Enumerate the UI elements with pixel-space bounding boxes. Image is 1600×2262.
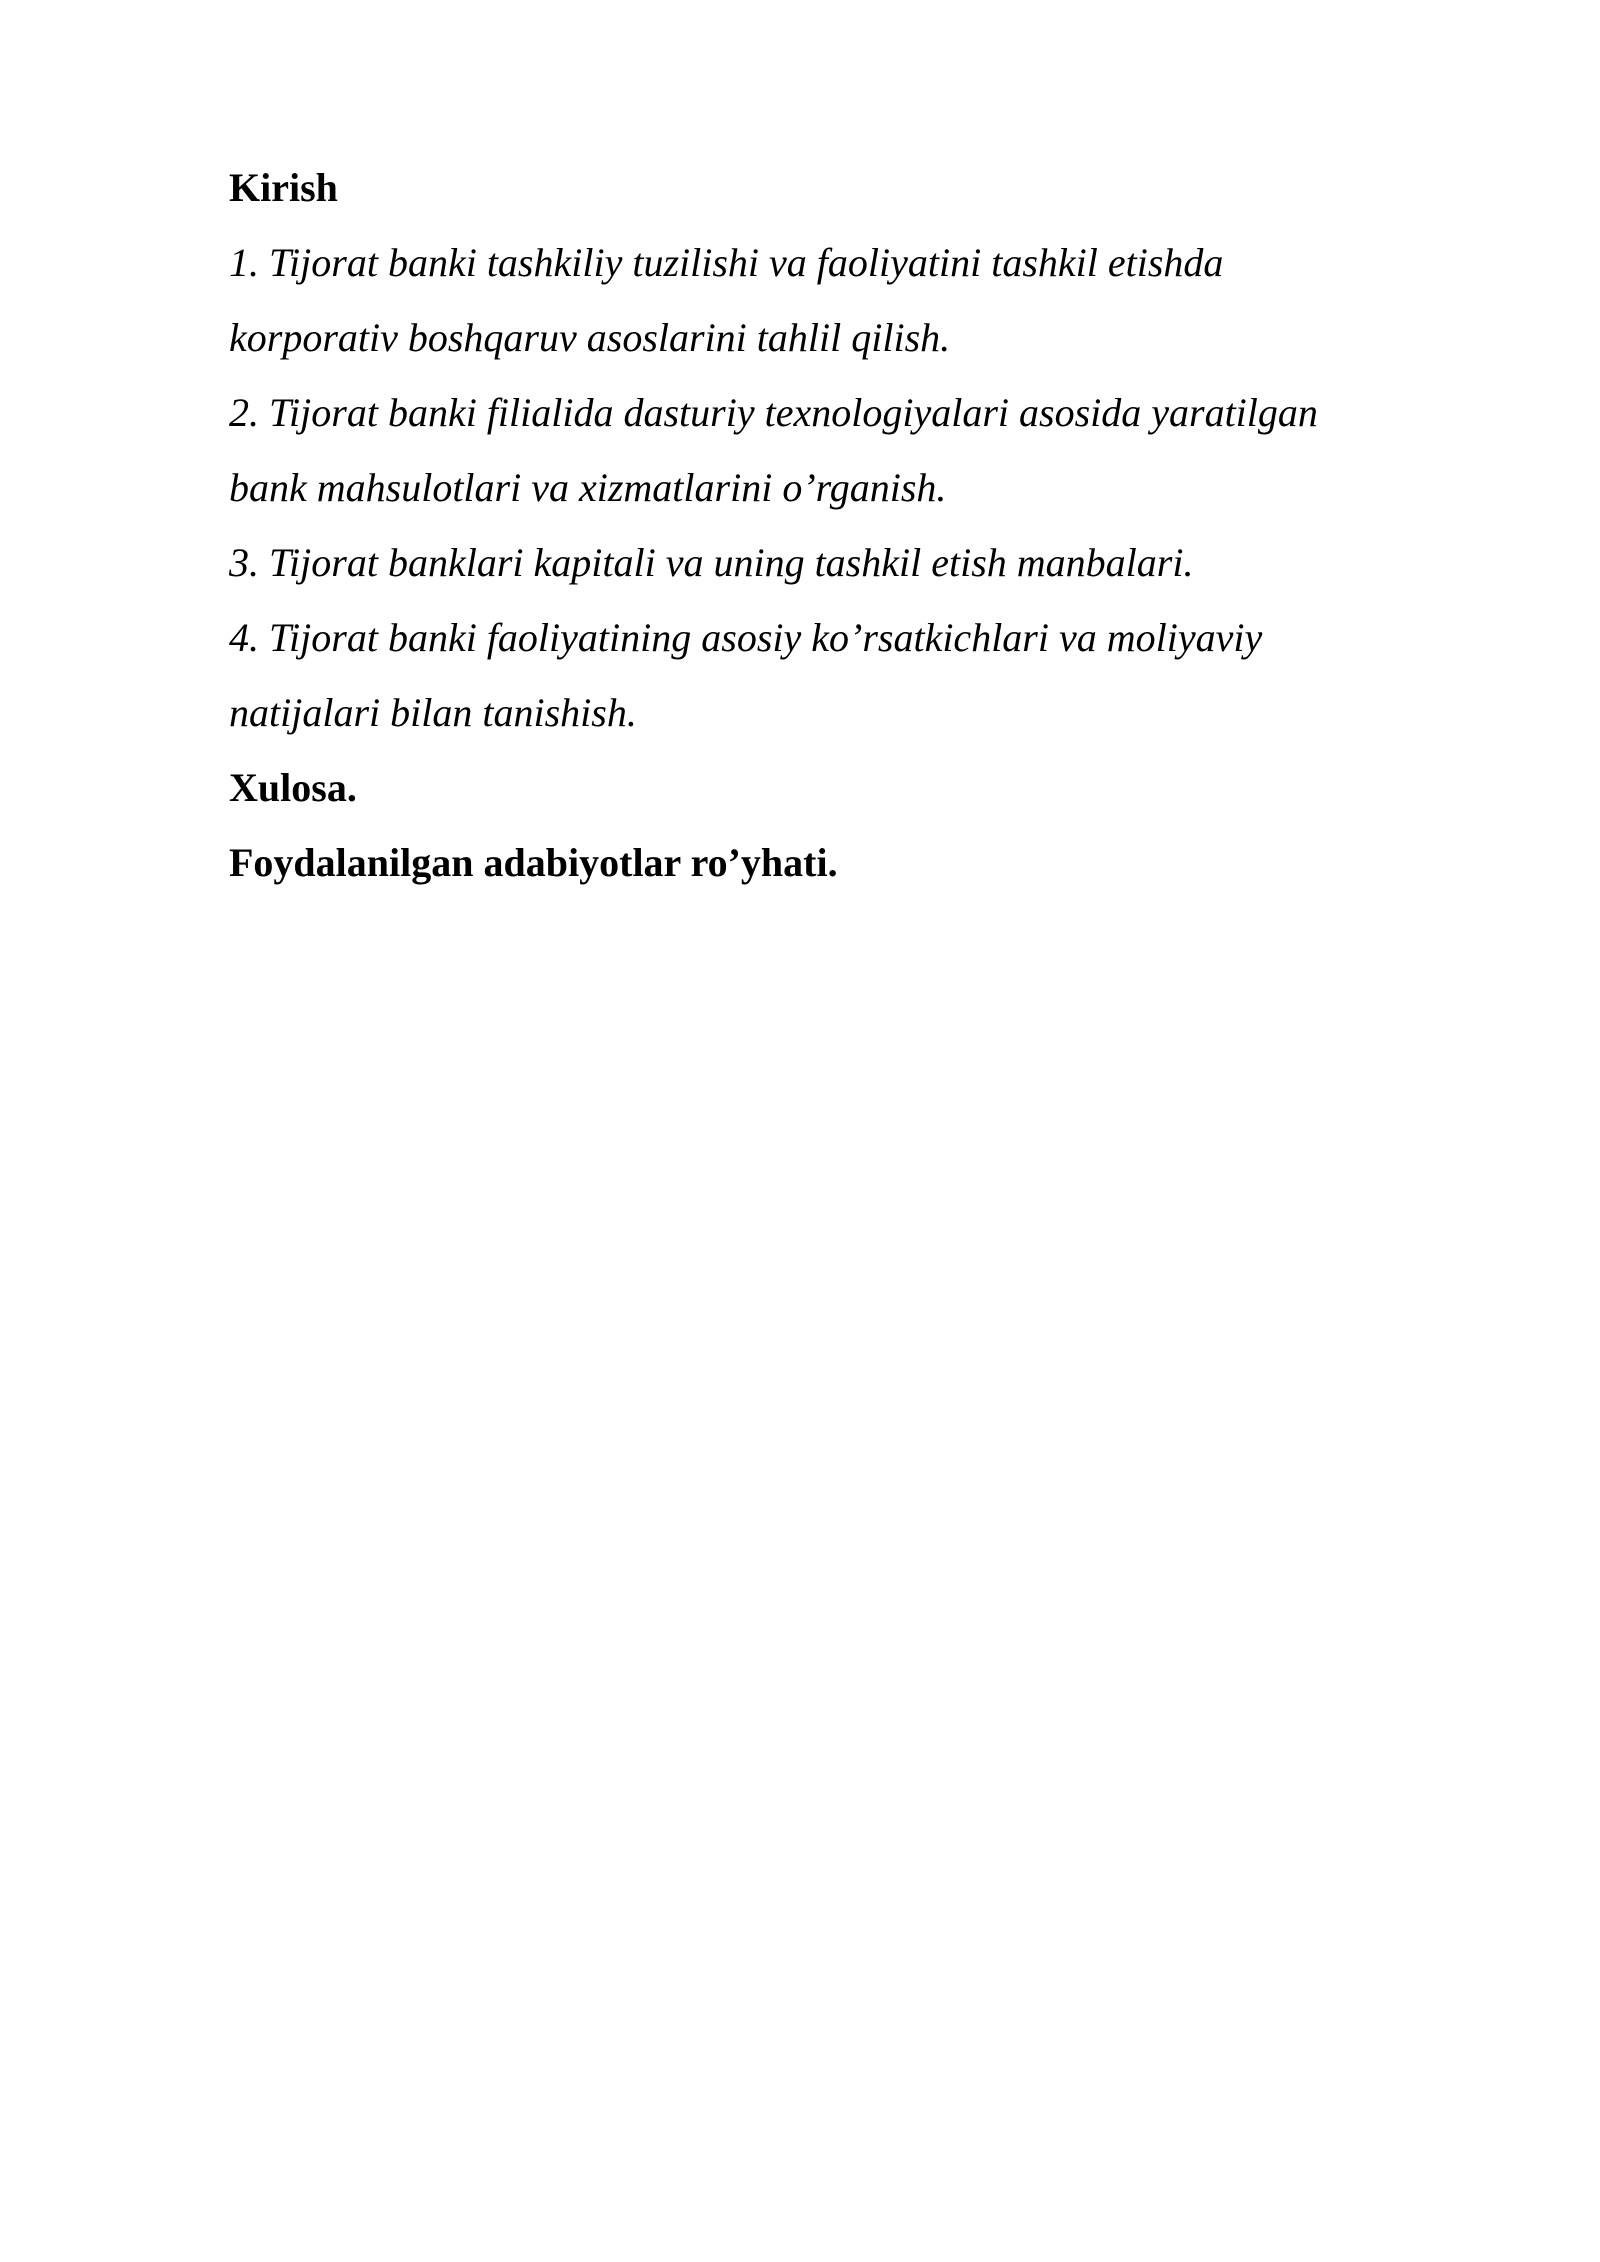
toc-item-4-line-2: natijalari bilan tanishish. xyxy=(229,690,637,735)
toc-conclusion: Xulosa. xyxy=(229,765,357,810)
toc-references: Foydalanilgan adabiyotlar ro’yhati. xyxy=(229,840,838,885)
toc-item-3-line-1: 3. Tijorat banklari kapitali va uning tashkil etish manbalari. xyxy=(229,540,1194,585)
toc-item-4-line-1: 4. Tijorat banki faoliyatining asosiy ko’rsatkichlari va moliyaviy xyxy=(229,615,1263,660)
toc-item-1-line-1: 1. Tijorat banki tashkiliy tuzilishi va faoliyatini tashkil etishda xyxy=(229,240,1224,285)
toc-item-2-line-1: 2. Tijorat banki filialida dasturiy texnologiyalari asosida yaratilgan xyxy=(229,390,1318,435)
table-of-contents xyxy=(229,150,1429,900)
toc-intro: Kirish xyxy=(229,165,338,210)
toc-item-2-line-2: bank mahsulotlari va xizmatlarini o’rganish. xyxy=(229,465,947,510)
toc-item-1-line-2: korporativ boshqaruv asoslarini tahlil qilish. xyxy=(229,315,951,360)
